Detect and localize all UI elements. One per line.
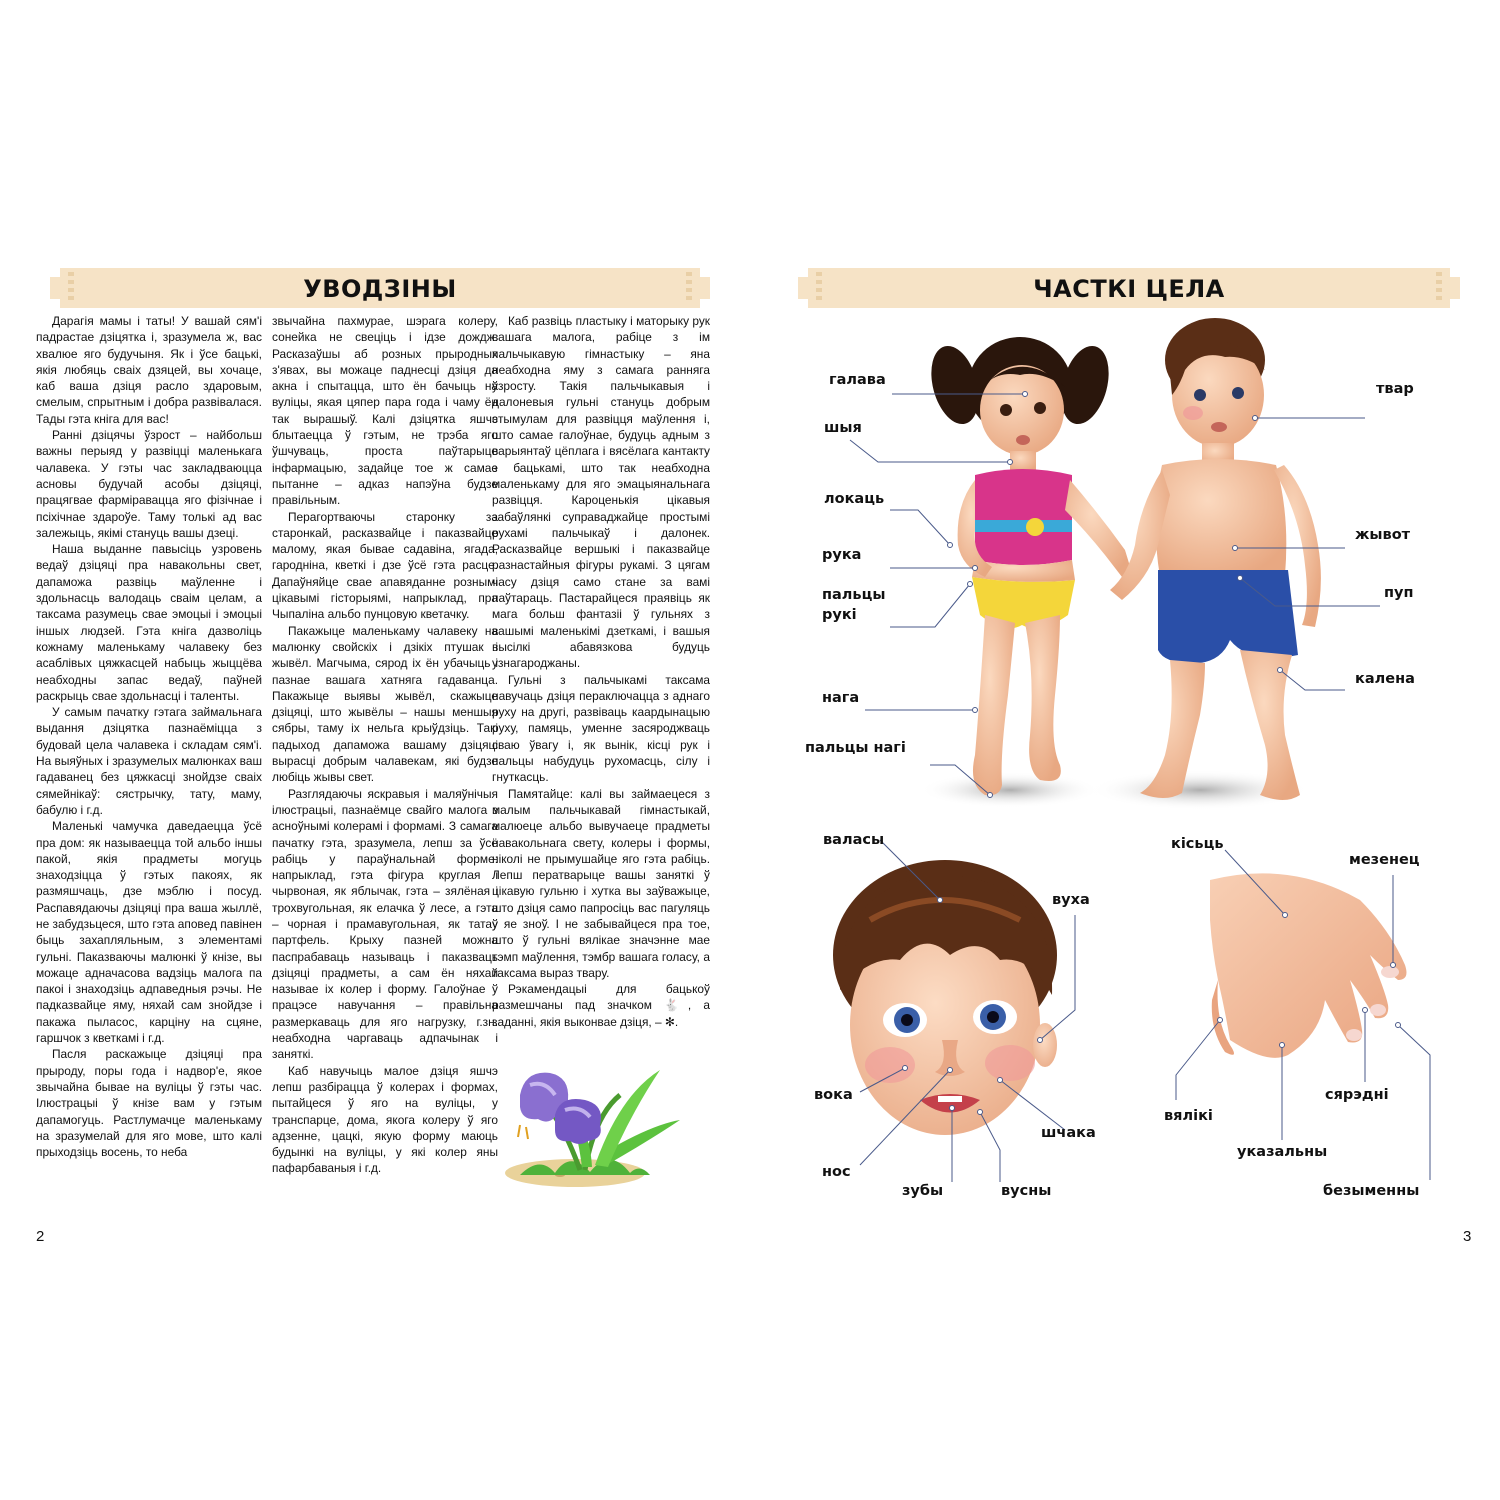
intro-title-banner <box>50 268 710 308</box>
paragraph: Рэкамендацыі для бацькоў размешчаны пад значком 🐇, а заданні, якія выконвае дзіця, – ✻. <box>492 982 710 1029</box>
label-toes: пальцы нагі <box>805 740 906 756</box>
girl-figure <box>923 337 1132 795</box>
label-lips: вусны <box>1001 1183 1052 1199</box>
page-number-left: 2 <box>36 1228 45 1245</box>
paragraph: Ранні дзіцячы ўзрост – найбольш важны перыяд у развіцці маленькага чалавека. У гэты час закладваюцца асновы будучай асобы дзіцяці, працягвае фарміравацца яго фізічнае і псіхічнае здароўе. Таму толькі ад вас залежыць, якімі стануць вашы дзеці. <box>36 428 262 540</box>
label-knee: калена <box>1355 671 1415 687</box>
paragraph: Разглядаючы яскравыя і маляўнічыя ілюстрацыі, пазнаёмце свайго малога з асноўнымі колерамі і формамі. З самага пачатку гэта, зразумела, лепш за ўсё рабіць у параўнальнай форме: напрыклад, гэта фігура круглая і чырвоная, як яблычак, гэта – зялёная і трохвугольная, як елачка ў лесе, а гэта – чорная і прамавугольная, як татаў партфель. Крыху пазней можна паспрабаваць называць і паказваць дзіцяці прадметы, а сам ён няхай называе іх колер і форму. Галоўнае ў працэсе навучання – правільна размеркаваць для яго нагрузку, г.зн. неабходна чаргаваць адпачынак і заняткі. <box>272 786 498 1062</box>
paragraph: Дарагія мамы і таты! У вашай сям'і падрастае дзіцятка і, зразумела ж, вас хвалюе яго будучыня. Як і ўсе бацькі, якія любяць сваіх дзяцей, вы хочаце, каб ваша дзіця расло здаровым, смелым, спрытным і добра развівалася. Тады гэта кніга для вас! <box>36 314 262 426</box>
paragraph: Гульні з пальчыкамі таксама навучаць дзіця пераключацца з аднаго руху на другі, развіваць каардынацыю руху, памяць, уменне засяроджваць сваю ўвагу і, як вынік, кісці рук і пальцы набудуць рухомасць, сілу і гнуткасць. <box>492 672 710 785</box>
text-column-3 <box>492 313 710 1030</box>
page-number-right: 3 <box>1463 1228 1472 1245</box>
label-thumb: вялікі <box>1164 1108 1213 1124</box>
label-ring: безыменны <box>1323 1183 1420 1199</box>
paragraph: Каб развіць пластыку і маторыку рук вашага малога, рабіце з ім пальчыкавую гімнастыку – яна неабходна яму з самага ранняга ўзросту. Такія пальчыкавыя і далоневыя гульні стануць добрым стымулам для развіцця маўлення і, што самае галоўнае, будуць адным з варыянтаў цёплага і вясёлага кантакту з бацькамі, што так неабходна маленькаму для яго эмацыянальнага развіцця. Кароценькія цікавыя забаўлянкі суправаджайце простымі рухамі пальчыкаў і далонек. Расказвайце вершыкі і паказвайце разнастайныя фігуры рукамі. З цягам часу дзіця само стане за вамі паўтараць. Пастарайцеся праявіць як мага больш фантазіі ў гульнях з вашымі маленькімі дзеткамі, і вашыя высілкі абавязкова будуць узнагароджаны. <box>492 314 710 671</box>
label-nose: нос <box>822 1164 851 1180</box>
boy-figure <box>1110 318 1321 800</box>
label-ear: вуха <box>1052 892 1090 908</box>
label-arm: рука <box>822 547 862 563</box>
paragraph: Памятайце: калі вы займаецеся з малым пальчыкавай гімнастыкай, малюеце альбо вывучаеце прадметы навакольнага свету, колеры і формы, ніколі не прымушайце яго гэта рабіць. Лепш ператварыце вашы заняткі ў цікавую гульню і хутка вы заўважыце, што дзіця само папросіць вас пагуляць у яе зноў. І не забывайцеся пра тое, што ў гульні вялікае значэнне мае тэмп маўлення, тэмбр вашага голасу, а таксама выраз твару. <box>492 786 710 980</box>
label-fingers-line2: рукі <box>822 607 857 623</box>
paragraph: Маленькі чамучка даведаецца ўсё пра дом: як называецца той альбо іншы пакой, якія прадметы могуць знаходзіцца ў гэтых пакоях, як размяшчаць, дзе мэблю і посуд. Распавядаючы дзіцяці пра ваша жыллё, не забудзьцеся, што гэта аповед павінен быць захапляльным, з элементамі гульні. Паказваючы малюнкі ў кнізе, вы можаце адначасова вадзіць малога па пакоі і знаходзіць адпаведныя рэчы. Не падказвайце яму, няхай сам знойдзе і пакажа пыласос, карціну на сцяне, гаршчок з кветкамі і г.д. <box>36 819 262 1046</box>
label-pinky: мезенец <box>1349 852 1420 868</box>
body-parts-title-banner <box>798 268 1460 308</box>
label-face: твар <box>1376 381 1414 397</box>
label-middle: сярэдні <box>1325 1087 1389 1103</box>
label-belly: жывот <box>1355 527 1411 543</box>
paragraph: звычайна пахмурае, шэрага колеру, сонейка не свеціць і ідзе дождж. Расказаўшы аб розных прыродных з'явах, вы можаце паднесці дзіця да акна і спытацца, што ён бачыць на вуліцы, якая цяпер пара года і чаму ён так вырашыў. Калі дзіцятка яшчэ блытаецца ў гэтым, не трэба яго ўшчуваць, проста паўтарыце інфармацыю, задайце тое ж самае пытанне – адказ напэўна будзе правільным. <box>272 314 498 508</box>
label-elbow: локаць <box>824 491 885 507</box>
hand-illustration <box>1170 860 1420 1070</box>
body-parts-title: ЧАСТКІ ЦЕЛА <box>1033 275 1225 303</box>
label-eyes: вока <box>814 1087 853 1103</box>
text-column-2 <box>272 313 498 1177</box>
label-index: указальны <box>1237 1144 1328 1160</box>
paragraph: Пакажыце маленькаму чалавеку на малюнку свойскіх і дзікіх птушак і жывёл. Магчыма, сярод іх ён убачыць і пазнае вашага хатняга гадаванца. Пакажыце выявы жывёл, скажыце дзіцяці, што жывёлы – нашы меншыя сябры, таму іх нельга крыўдзіць. Такі падыход дапаможа вашаму дзіцяці вырасці добрым чалавекам, які будзе любіць жывы свет. <box>272 623 498 785</box>
label-cheek: шчака <box>1041 1125 1096 1141</box>
label-leg: нага <box>822 690 860 706</box>
paragraph: Каб навучыць малое дзіця яшчэ лепш разбірацца ў колерах і формах, пытайцеся ў яго на вуліцы, у транспарце, дома, якога колеру ў яго адзенне, цацкі, якую форму маюць будынкі на вуліцы, у які колер яны пафарбаваныя і г.д. <box>272 1063 498 1176</box>
label-teeth: зубы <box>902 1183 944 1199</box>
paragraph: У самым пачатку гэтага займальнага выдання дзіцятка пазнаёміцца з будовай цела чалавека і складам сям'і. На выяўных і зразумелых малюнках ваш гадаванец без цяжкасці знойдзе сваіх сямейнікаў: сястрычку, тату, маму, бабулю і г.д. <box>36 705 262 817</box>
child-face-illustration <box>830 860 1070 1145</box>
label-hair: валасы <box>823 832 885 848</box>
paragraph: Пасля раскажыце дзіцяці пра прыроду, поры года і надвор'е, якое звычайна бывае на вуліцы ў гэты час. Ілюстрацыі ў кнізе вам у гэтым дапамогуць. Растлумачце маленькаму на зразумелай для яго мове, што калі прыходзіць восень, то неба <box>36 1047 262 1160</box>
label-wrist: кісьць <box>1171 836 1224 852</box>
label-head: галава <box>829 372 886 388</box>
paragraph: Наша выданне павысіць узровень ведаў дзіцяці пра навакольны свет, дапаможа развіць маўленне і здольнасць валодаць сваім целам, а таксама разумець свае эмоцыі і эмоцыі іншых людзей. Гэта кніга дазволіць кожнаму маленькаму чалавеку без асаблівых цяжкасцей набыць жыццёва неабходны запас ведаў, паўней раскрыць свае здольнасці і таленты. <box>36 542 262 703</box>
bluebell-flower-illustration <box>500 1055 705 1190</box>
label-neck: шыя <box>824 420 862 436</box>
intro-title: УВОДЗІНЫ <box>303 275 457 303</box>
paragraph: Перагортваючы старонку за старонкай, расказвайце і паказвайце малому, якая бывае садавіна, ягада, гароднiна, кветкі і дзе ўсё гэта расце. Дапаўняйце свае апавяданне рознымі цікавымі гісторыямі, напрыклад, пра Чыпаліна альбо пунцовую кветачку. <box>272 509 498 622</box>
text-column-1 <box>36 313 262 1160</box>
toddlers-illustration <box>900 315 1340 815</box>
label-navel: пуп <box>1384 585 1414 601</box>
label-fingers-line1: пальцы <box>822 587 886 603</box>
